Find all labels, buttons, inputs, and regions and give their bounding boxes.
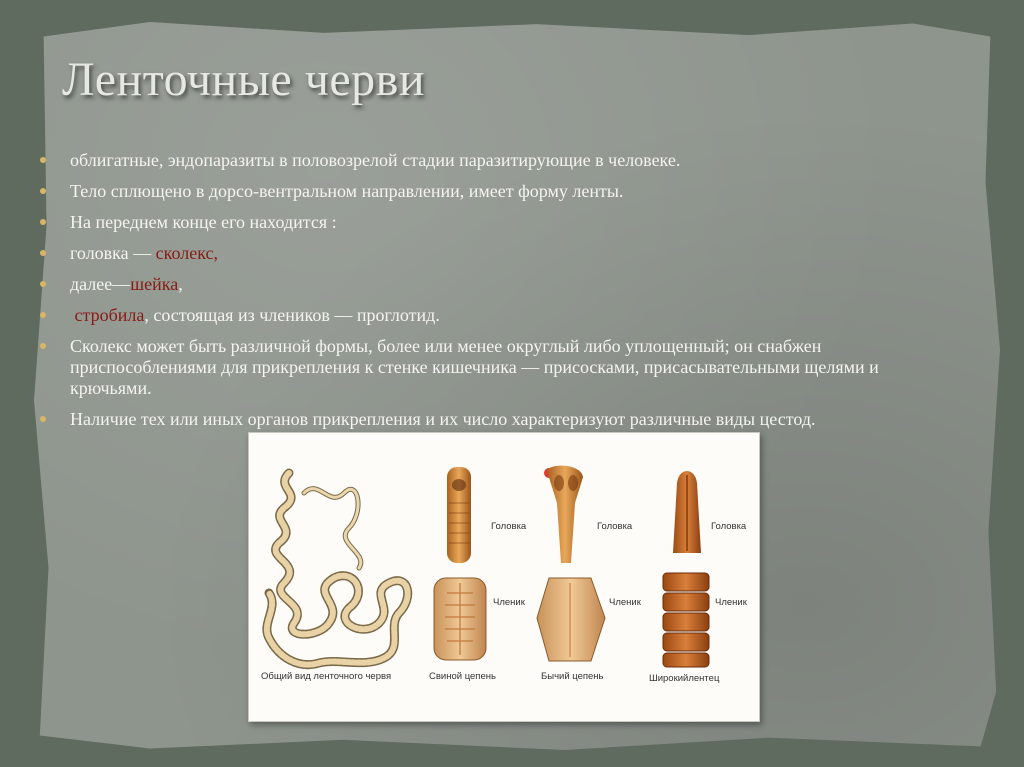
highlight-strobila: стробила: [74, 305, 145, 325]
label-segment-pork: Членик: [493, 597, 525, 608]
label-broad-tapeworm: Широкийлентец: [649, 673, 720, 684]
bullet-item: [40, 181, 960, 202]
label-segment-broad: Членик: [715, 597, 747, 608]
bullet-item: [40, 212, 960, 233]
bullet-item: [40, 150, 960, 171]
tapeworm-illustration: [248, 432, 760, 722]
label-head-pork: Головка: [491, 521, 527, 532]
slide-title: Ленточные черви: [62, 53, 425, 106]
bullet-item: [40, 336, 960, 399]
label-general-view: Общий вид ленточного червя: [261, 671, 392, 682]
highlight-scolex: сколекс,: [155, 243, 218, 263]
bullet-icon: [40, 416, 46, 422]
highlight-neck: шейка: [130, 274, 179, 294]
bullet-text: Тело сплющено в дорсо-вентральном направлении, имеет форму ленты.: [70, 181, 624, 201]
broad-tapeworm-scolex: [673, 471, 701, 553]
bullet-item: [40, 305, 960, 326]
bullet-text: Сколекс может быть различной формы, более или менее округлый либо уплощенный; он снабжен приспособлениями для прикрепления к стенке кишечника — присосками, присасывательными щелями и крючьями.: [70, 336, 879, 398]
bullet-text-suffix: ,: [178, 274, 183, 294]
bullet-text: облигатные, эндопаразиты в половозрелой стадии паразитирующие в человеке.: [70, 150, 681, 170]
label-segment-beef: Членик: [609, 597, 641, 608]
bullet-text: На переднем конце его находится :: [70, 212, 337, 232]
bullet-icon: [40, 188, 46, 194]
bullet-list: [40, 150, 960, 440]
bullet-icon: [40, 250, 46, 256]
bullet-icon: [40, 219, 46, 225]
bullet-text: Наличие тех или иных органов прикрепления и их число характеризуют различные виды цестод.: [70, 409, 816, 429]
bullet-item: [40, 409, 960, 430]
bullet-item: [40, 243, 960, 264]
label-head-beef: Головка: [597, 521, 633, 532]
beef-tapeworm-segment: [537, 578, 605, 661]
label-head-broad: Головка: [711, 521, 747, 532]
bullet-icon: [40, 281, 46, 287]
bullet-icon: [40, 312, 46, 318]
pork-tapeworm-segment: [434, 578, 486, 660]
pork-tapeworm-scolex: [447, 467, 471, 563]
worm-coil: [267, 473, 408, 665]
label-pork-tapeworm: Свиной цепень: [429, 671, 496, 682]
broad-tapeworm-segments: [663, 573, 709, 667]
beef-tapeworm-scolex: [544, 466, 583, 563]
bullet-text-suffix: , состоящая из члеников — проглотид.: [144, 305, 440, 325]
bullet-text-prefix: головка —: [70, 243, 156, 263]
bullet-item: [40, 274, 960, 295]
bullet-icon: [40, 157, 46, 163]
bullet-icon: [40, 343, 46, 349]
bullet-text-prefix: далее—: [70, 274, 131, 294]
label-beef-tapeworm: Бычий цепень: [541, 671, 604, 682]
